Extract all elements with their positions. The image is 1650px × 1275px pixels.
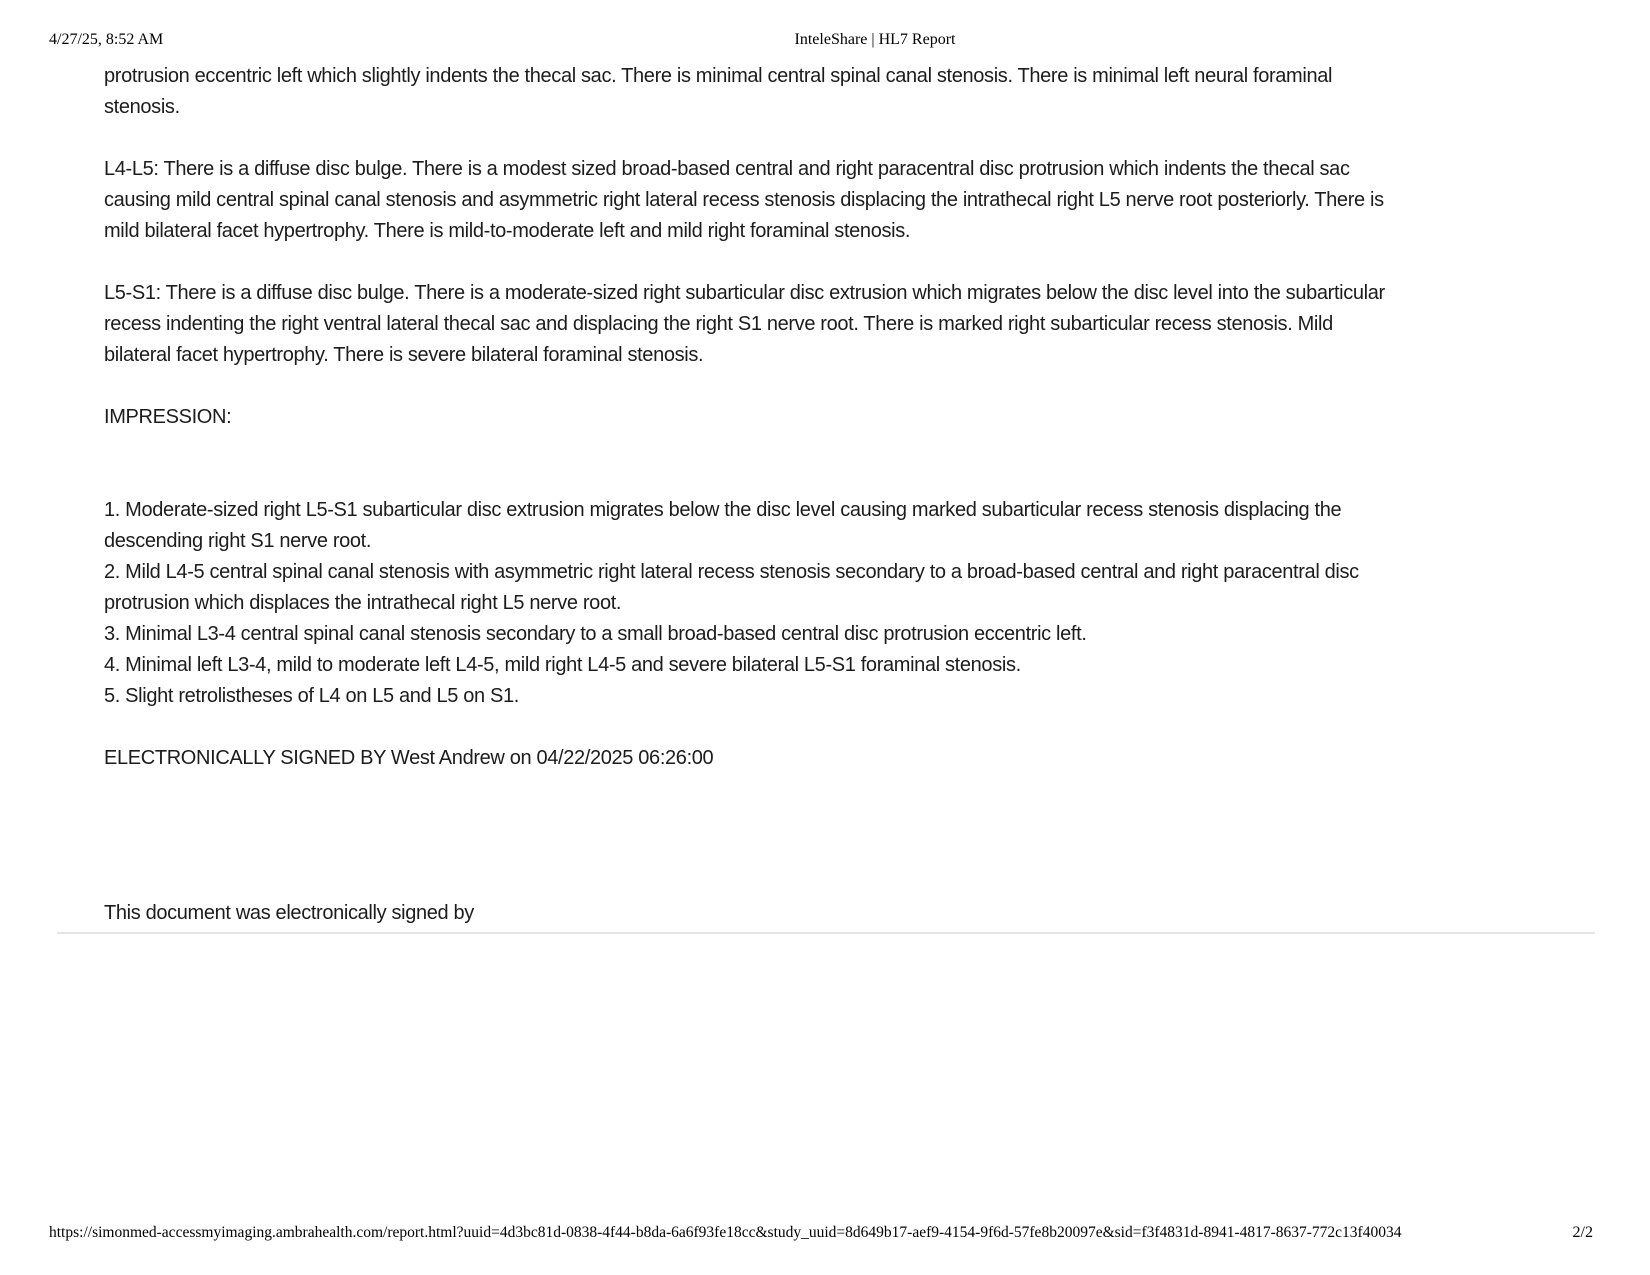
print-header-datetime: 4/27/25, 8:52 AM <box>49 31 164 48</box>
print-footer-url: https://simonmed-accessmyimaging.ambrahealth.com/report.html?uuid=4d3bc81d-0838-4f44-b8da-6a6f93fe18cc&study_uuid=8d649b17-aef9-4154-9f6d-57fe8b20097e&sid=f3f4831d-8941-4817-8637-772c13f40034 <box>49 1224 1402 1241</box>
report-paragraph-l4-l5: L4-L5: There is a diffuse disc bulge. There is a modest sized broad-based central and right paracentral disc protrusion which indents the thecal sac causing mild central spinal canal stenosis and asymmetric right lateral recess stenosis displacing the intrathecal right L5 nerve root posteriorly. There is mild bilateral facet hypertrophy. There is mild-to-moderate left and mild right foraminal stenosis. <box>104 158 1384 242</box>
report-paragraph-l5-s1: L5-S1: There is a diffuse disc bulge. There is a moderate-sized right subarticular disc extrusion which migrates below the disc level into the subarticular recess indenting the right ventral lateral thecal sac and displacing the right S1 nerve root. There is marked right subarticular recess stenosis. Mild bilateral facet hypertrophy. There is severe bilateral foraminal stenosis. <box>104 282 1385 366</box>
impression-heading: IMPRESSION: <box>104 406 232 428</box>
report-body <box>104 61 1402 929</box>
impression-item-4: 4. Minimal left L3-4, mild to moderate left L4-5, mild right L4-5 and severe bilateral L5-S1 foraminal stenosis. <box>104 654 1021 676</box>
signed-by-note: This document was electronically signed by <box>104 902 474 924</box>
report-paragraph-continuation: protrusion eccentric left which slightly indents the thecal sac. There is minimal central spinal canal stenosis. There is minimal left neural foraminal stenosis. <box>104 65 1333 118</box>
impression-item-5: 5. Slight retrolistheses of L4 on L5 and L5 on S1. <box>104 685 520 707</box>
impression-item-1: 1. Moderate-sized right L5-S1 subarticular disc extrusion migrates below the disc level causing marked subarticular recess stenosis displacing the descending right S1 nerve root. <box>104 499 1342 552</box>
print-footer-page-indicator: 2/2 <box>1572 1224 1593 1241</box>
print-header-title: InteleShare | HL7 Report <box>794 31 956 48</box>
impression-item-3: 3. Minimal L3-4 central spinal canal stenosis secondary to a small broad-based central disc protrusion eccentric left. <box>104 623 1087 645</box>
signature-divider <box>57 932 1595 934</box>
electronic-signature-line: ELECTRONICALLY SIGNED BY West Andrew on 04/22/2025 06:26:00 <box>104 747 714 769</box>
impression-item-2: 2. Mild L4-5 central spinal canal stenosis with asymmetric right lateral recess stenosis secondary to a broad-based central and right paracentral disc protrusion which displaces the intrathecal right L5 nerve root. <box>104 561 1359 614</box>
impression-list <box>104 495 1402 712</box>
